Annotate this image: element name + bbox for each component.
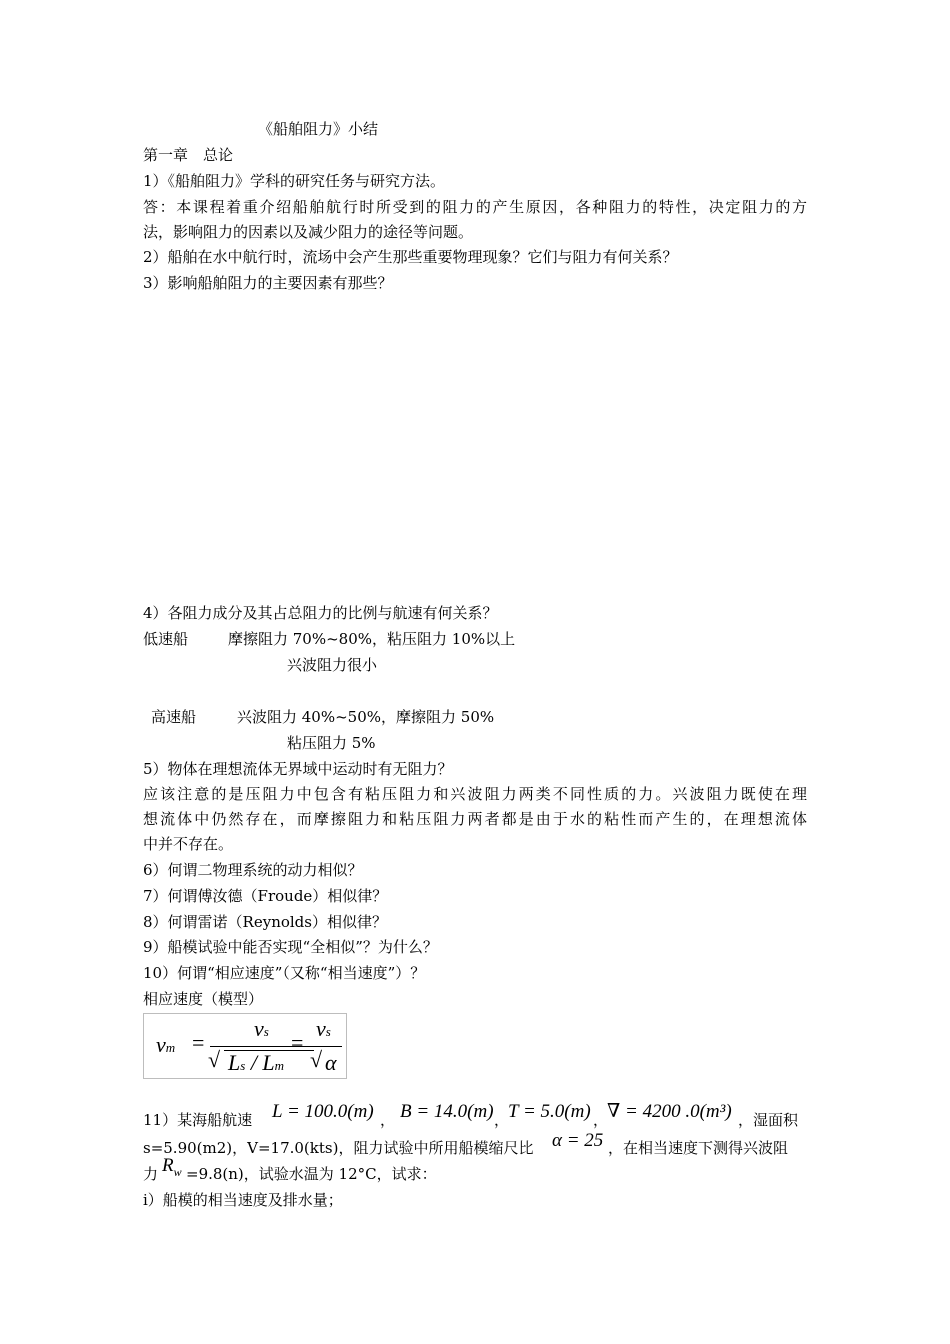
formula-alpha: α = 25 xyxy=(552,1130,604,1151)
high-speed-label: 高速船 xyxy=(151,708,197,726)
question-11-line-2b: ，在相当速度下测得兴波阻 xyxy=(608,1139,789,1157)
formula-Rw: $R_w$ xyxy=(162,1155,182,1179)
question-4: 4）各阻力成分及其占总阻力的比例与航速有何关系？ xyxy=(143,604,498,622)
question-9: 9）船模试验中能否实现“全相似”？为什么？ xyxy=(143,938,438,956)
low-speed-label: 低速船 xyxy=(143,630,189,648)
low-speed-line-1: 摩擦阻力 70%~80%，粘压阻力 10%以上 xyxy=(228,630,516,648)
question-3: 3）影响船舶阻力的主要因素有那些？ xyxy=(143,274,393,292)
question-6: 6）何谓二物理系统的动力相似？ xyxy=(143,861,363,879)
question-10-sub: 相应速度（模型） xyxy=(143,990,264,1008)
answer-1-line-1: 答：本课程着重介绍船舶航行时所受到的阻力的产生原因，各种阻力的特性，决定阻力的方 xyxy=(143,198,807,216)
answer-1-line-2: 法，影响阻力的因素以及减少阻力的途径等问题。 xyxy=(143,223,474,241)
question-11-part-i: i）船模的相当速度及排水量； xyxy=(143,1191,343,1209)
high-speed-line-2: 粘压阻力 5% xyxy=(287,734,376,752)
question-11-line-3a: 力 xyxy=(143,1165,159,1183)
question-10: 10）何谓“相应速度”（又称“相当速度”）？ xyxy=(143,964,426,982)
corresponding-speed-formula: vm = vs √ Ls / Lm = vs √ α xyxy=(143,1013,347,1079)
question-2: 2）船舶在水中航行时，流场中会产生那些重要物理现象？它们与阻力有何关系？ xyxy=(143,248,678,266)
question-11-prefix: 11）某海船航速 xyxy=(143,1111,253,1129)
question-8: 8）何谓雷诺（Reynolds）相似律？ xyxy=(143,913,387,931)
answer-5-line-2: 想流体中仍然存在，而摩擦阻力和粘压阻力两者都是由于水的粘性而产生的，在理想流体 xyxy=(143,810,807,828)
low-speed-line-2: 兴波阻力很小 xyxy=(287,656,378,674)
doc-title: 《船舶阻力》小结 xyxy=(258,120,379,138)
question-5: 5）物体在理想流体无界域中运动时有无阻力？ xyxy=(143,760,453,778)
formula-T: T = 5.0(m) xyxy=(508,1101,591,1122)
question-11-line-3b: =9.8(n)，试验水温为 12°C，试求： xyxy=(186,1165,437,1183)
chapter-heading: 第一章 总论 xyxy=(143,146,234,164)
answer-5-line-3: 中并不存在。 xyxy=(143,835,234,853)
high-speed-line-1: 兴波阻力 40%~50%，摩擦阻力 50% xyxy=(237,708,495,726)
question-7: 7）何谓傅汝德（Froude）相似律？ xyxy=(143,887,388,905)
formula-B: B = 14.0(m) xyxy=(400,1101,494,1122)
question-11-suffix: ，湿面积 xyxy=(738,1111,799,1129)
question-1: 1）《船舶阻力》学科的研究任务与研究方法。 xyxy=(143,172,446,190)
question-11-line-2a: s=5.90(m2)，V=17.0(kts)，阻力试验中所用船模缩尺比 xyxy=(143,1139,534,1157)
formula-displacement: ∇ = 4200 .0(m³) xyxy=(607,1101,732,1122)
answer-5-line-1: 应该注意的是压阻力中包含有粘压阻力和兴波阻力两类不同性质的力。兴波阻力既使在理 xyxy=(143,785,807,803)
formula-L: L = 100.0(m) xyxy=(272,1101,374,1122)
